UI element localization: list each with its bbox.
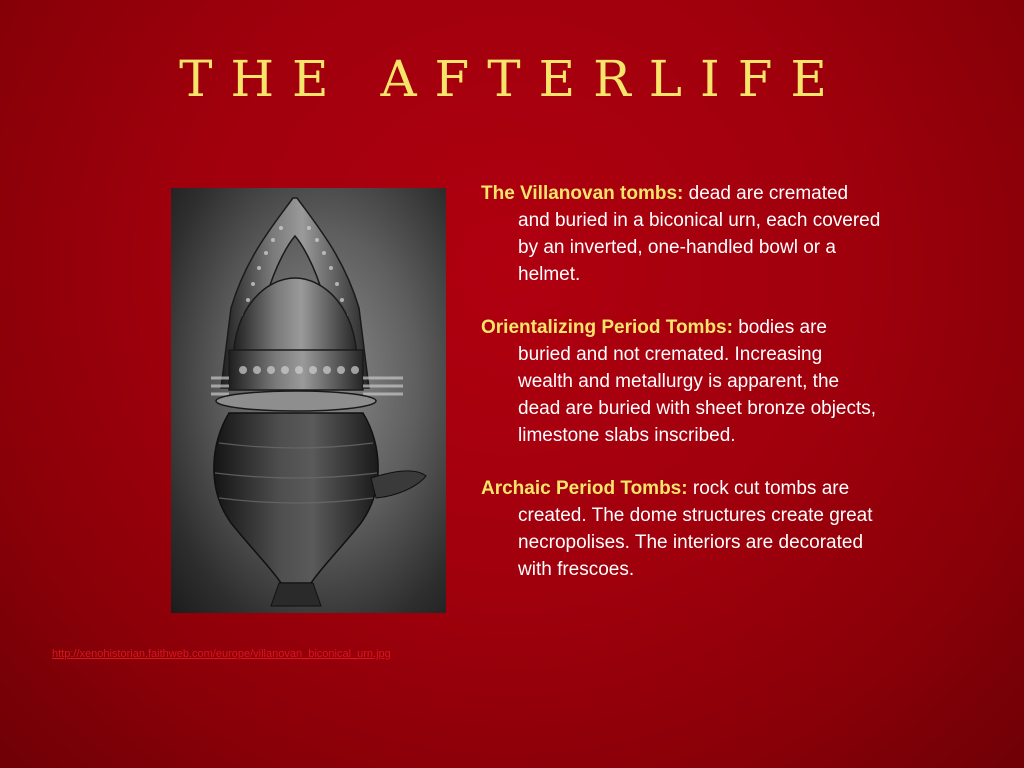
paragraph-archaic (481, 475, 881, 583)
paragraph-orientalizing (481, 314, 881, 449)
paragraph-villanovan (481, 180, 881, 288)
urn-photo-icon (171, 188, 446, 613)
slide-title: THE AFTERLIFE (179, 50, 845, 108)
paragraph-heading: The Villanovan tombs: (481, 183, 684, 204)
villanovan-urn-image (171, 188, 446, 613)
paragraph-heading: Archaic Period Tombs: (481, 478, 688, 499)
paragraph-text: bodies are buried and not cremated. Increasing wealth and metallurgy is apparent, the dead are buried with sheet bronze objects, limestone slabs inscribed. (518, 317, 877, 446)
content-text (481, 180, 881, 609)
image-source-link[interactable]: http://xenohistorian.faithweb.com/europe/villanovan_biconical_urn.jpg (52, 648, 391, 660)
paragraph-heading: Orientalizing Period Tombs: (481, 317, 733, 338)
paragraph-text: rock cut tombs are created. The dome structures create great necropolises. The interiors are decorated with frescoes. (518, 478, 873, 580)
paragraph-text: dead are cremated and buried in a biconical urn, each covered by an inverted, one-handled bowl or a helmet. (518, 183, 881, 285)
